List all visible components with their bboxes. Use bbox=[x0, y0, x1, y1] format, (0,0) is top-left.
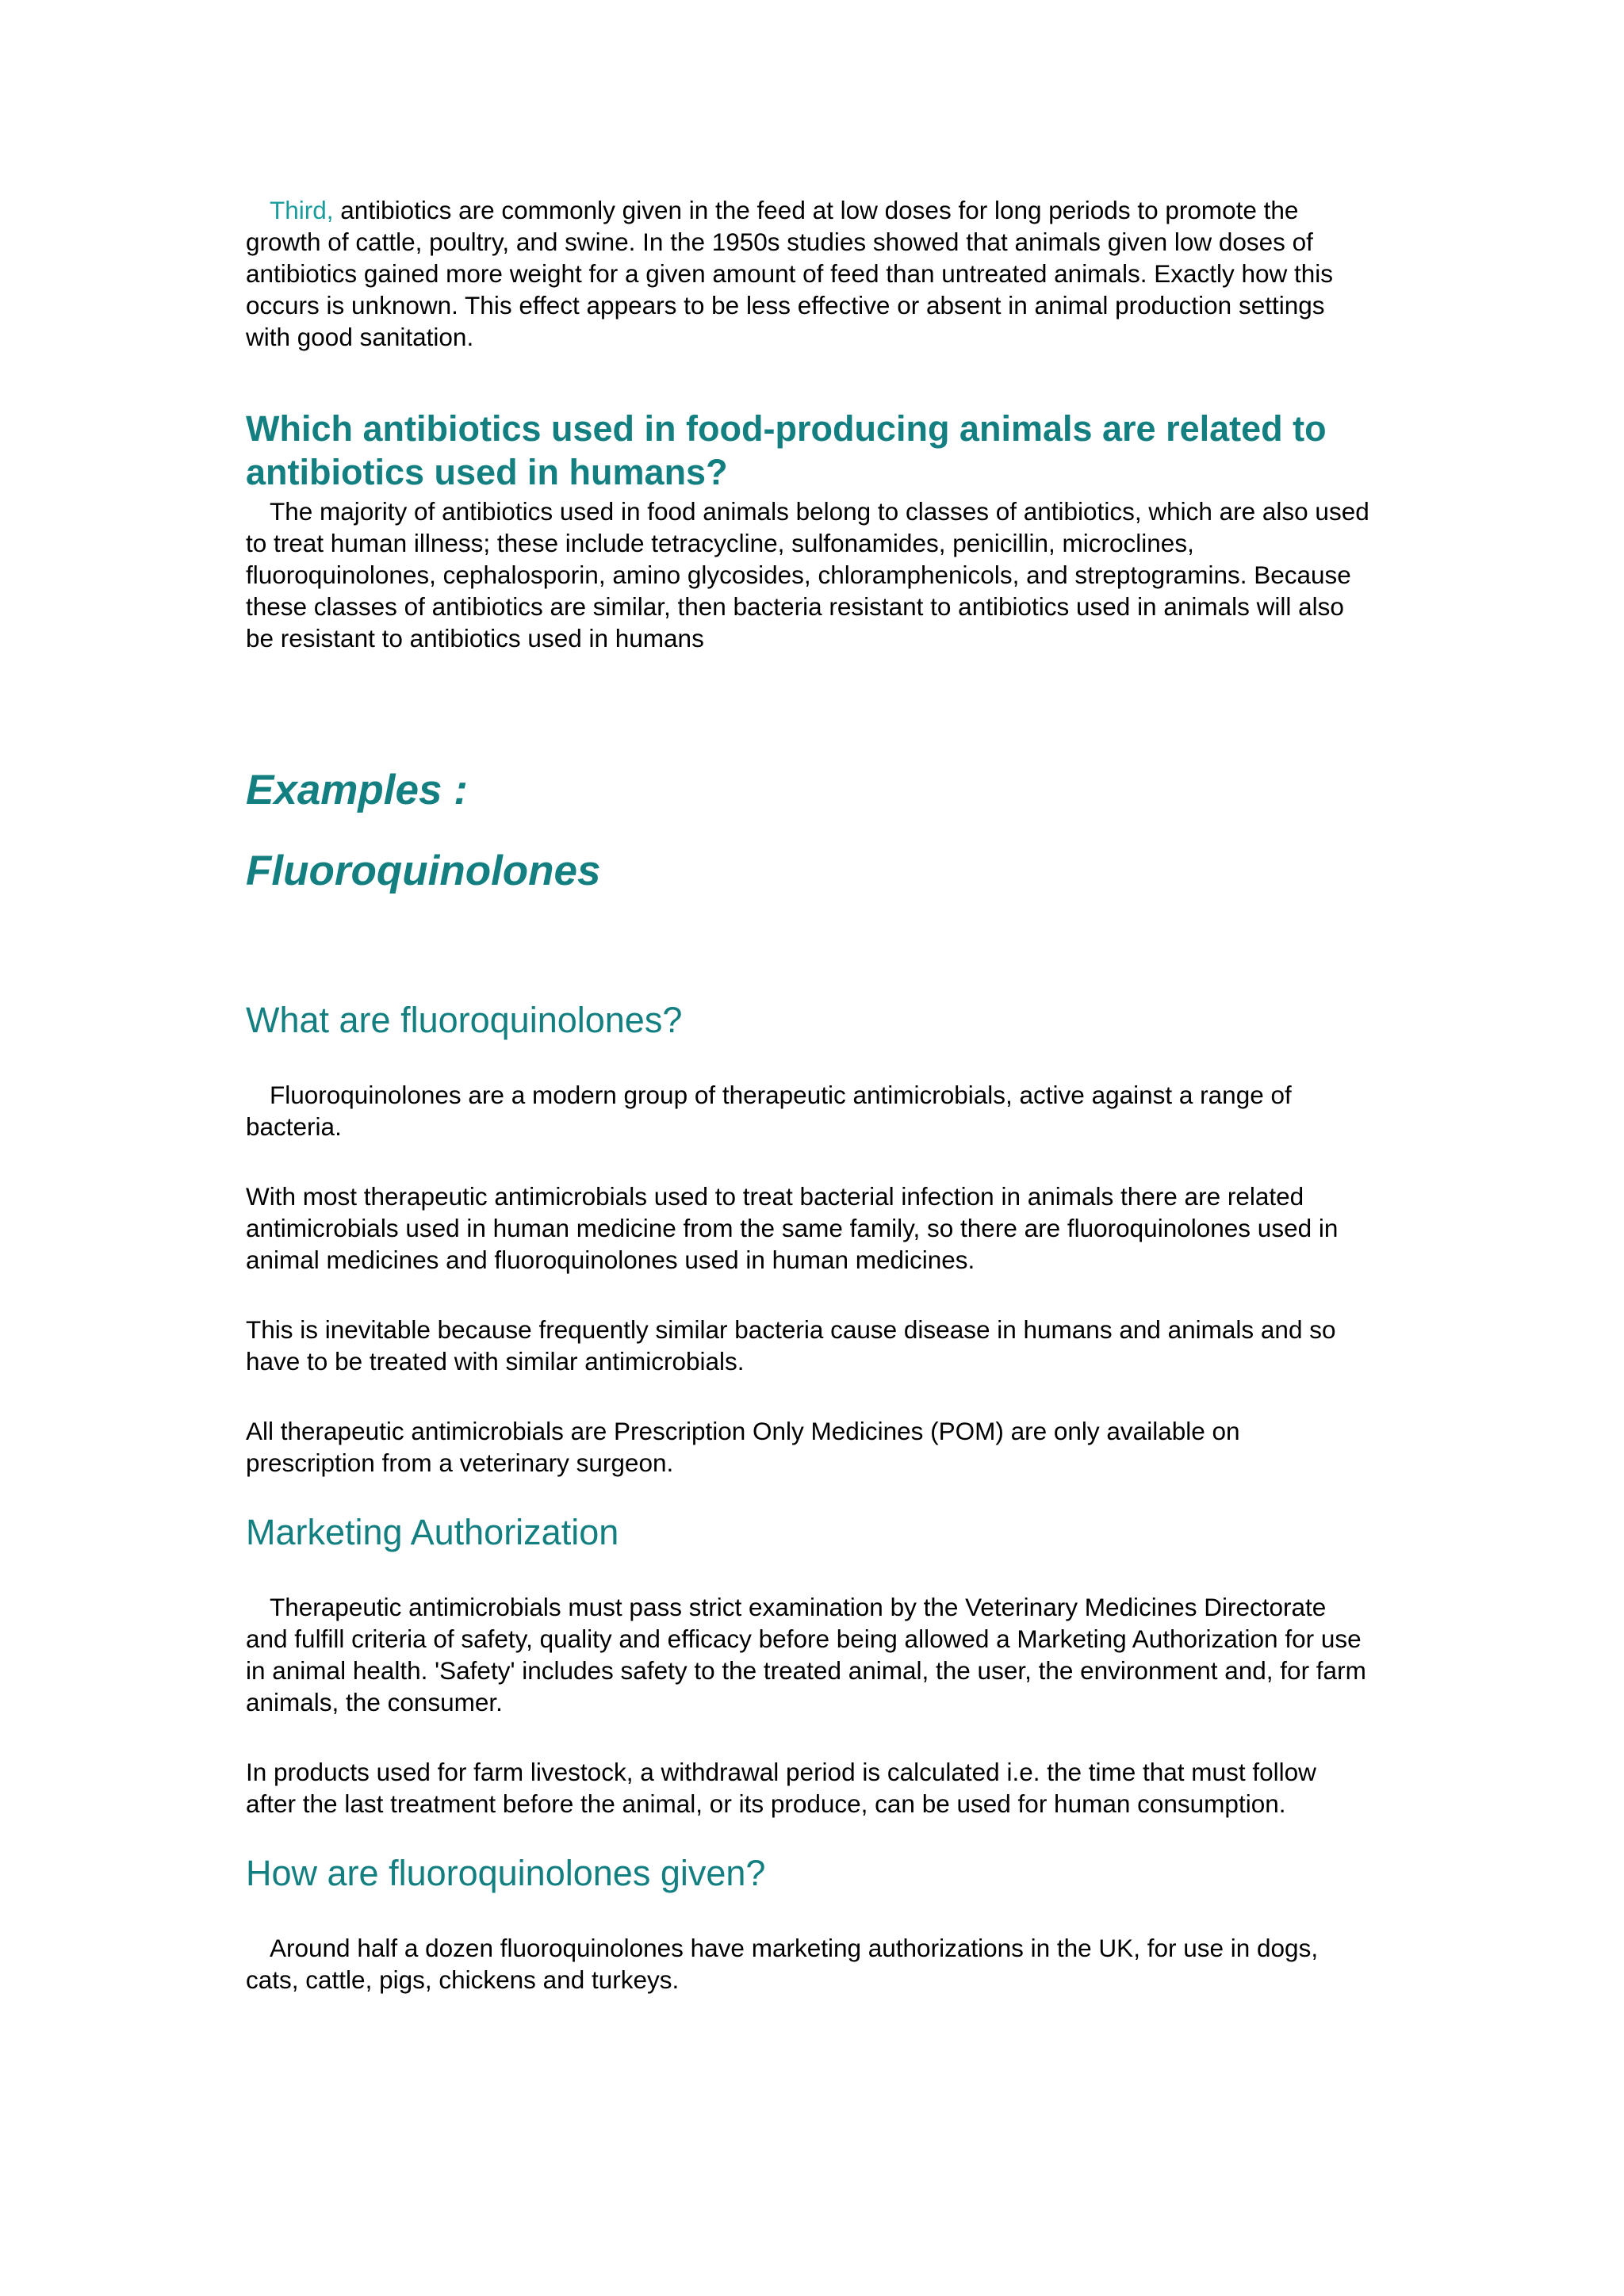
intro-text: antibiotics are commonly given in the feed at low doses for long periods to promote the growth of cattle, poultry, and swine. In the 1950s studies showed that animals given low doses of antibiotics gained more weight for a given amount of feed than untreated animals. Exactly how this occurs is unknown. This effect appears to be less effective or absent in animal production settings with good sanitation. bbox=[246, 196, 1334, 351]
fluoroquinolones-heading: Fluoroquinolones bbox=[246, 848, 601, 894]
marketing-paragraph-1: Therapeutic antimicrobials must pass strict examination by the Veterinary Medicines Directorate and fulfill criteria of safety, quality and efficacy before being allowed a Marketing Authorization for use in animal health. 'Safety' includes safety to the treated animal, the user, the environment and, for farm animals, the consumer. bbox=[246, 1593, 1366, 1716]
given-paragraph-1: Around half a dozen fluoroquinolones have marketing authorizations in the UK, for use in dogs, cats, cattle, pigs, chickens and turkeys. bbox=[246, 1934, 1319, 1994]
section-heading-what-are-fluoroquinolones: What are fluoroquinolones? bbox=[246, 1000, 683, 1040]
document-body bbox=[246, 194, 1372, 1996]
what-paragraph-1: Fluoroquinolones are a modern group of therapeutic antimicrobials, active against a range of bacteria. bbox=[246, 1081, 1292, 1141]
what-paragraph-3: This is inevitable because frequently similar bacteria cause disease in humans and animals and so have to be treated with similar antimicrobials. bbox=[246, 1315, 1336, 1376]
what-paragraph-4: All therapeutic antimicrobials are Prescription Only Medicines (POM) are only available on prescription from a veterinary surgeon. bbox=[246, 1417, 1240, 1477]
intro-paragraph bbox=[246, 194, 1372, 353]
what-paragraph-2: With most therapeutic antimicrobials used to treat bacterial infection in animals there are related antimicrobials used in human medicine from the same family, so there are fluoroquinolones used in animal medicines and fluoroquinolones used in human medicines. bbox=[246, 1182, 1339, 1274]
section-heading-related-antibiotics: Which antibiotics used in food-producing animals are related to antibiotics used in humans? bbox=[246, 408, 1327, 492]
examples-heading: Examples : bbox=[246, 767, 468, 813]
intro-lead-word: Third, bbox=[270, 196, 334, 224]
marketing-paragraph-2: In products used for farm livestock, a withdrawal period is calculated i.e. the time that must follow after the last treatment before the animal, or its produce, can be used for human consumption. bbox=[246, 1758, 1316, 1818]
section-heading-marketing-authorization: Marketing Authorization bbox=[246, 1512, 619, 1552]
section-heading-how-given: How are fluoroquinolones given? bbox=[246, 1853, 766, 1893]
related-antibiotics-paragraph: The majority of antibiotics used in food animals belong to classes of antibiotics, which are also used to treat human illness; these include tetracycline, sulfonamides, penicillin, microclines, fluoroquinolones, cephalosporin, amino glycosides, chloramphenicols, and streptogramins. Because these classes of antibiotics are similar, then bacteria resistant to antibiotics used in animals will also be resistant to antibiotics used in humans bbox=[246, 497, 1369, 652]
